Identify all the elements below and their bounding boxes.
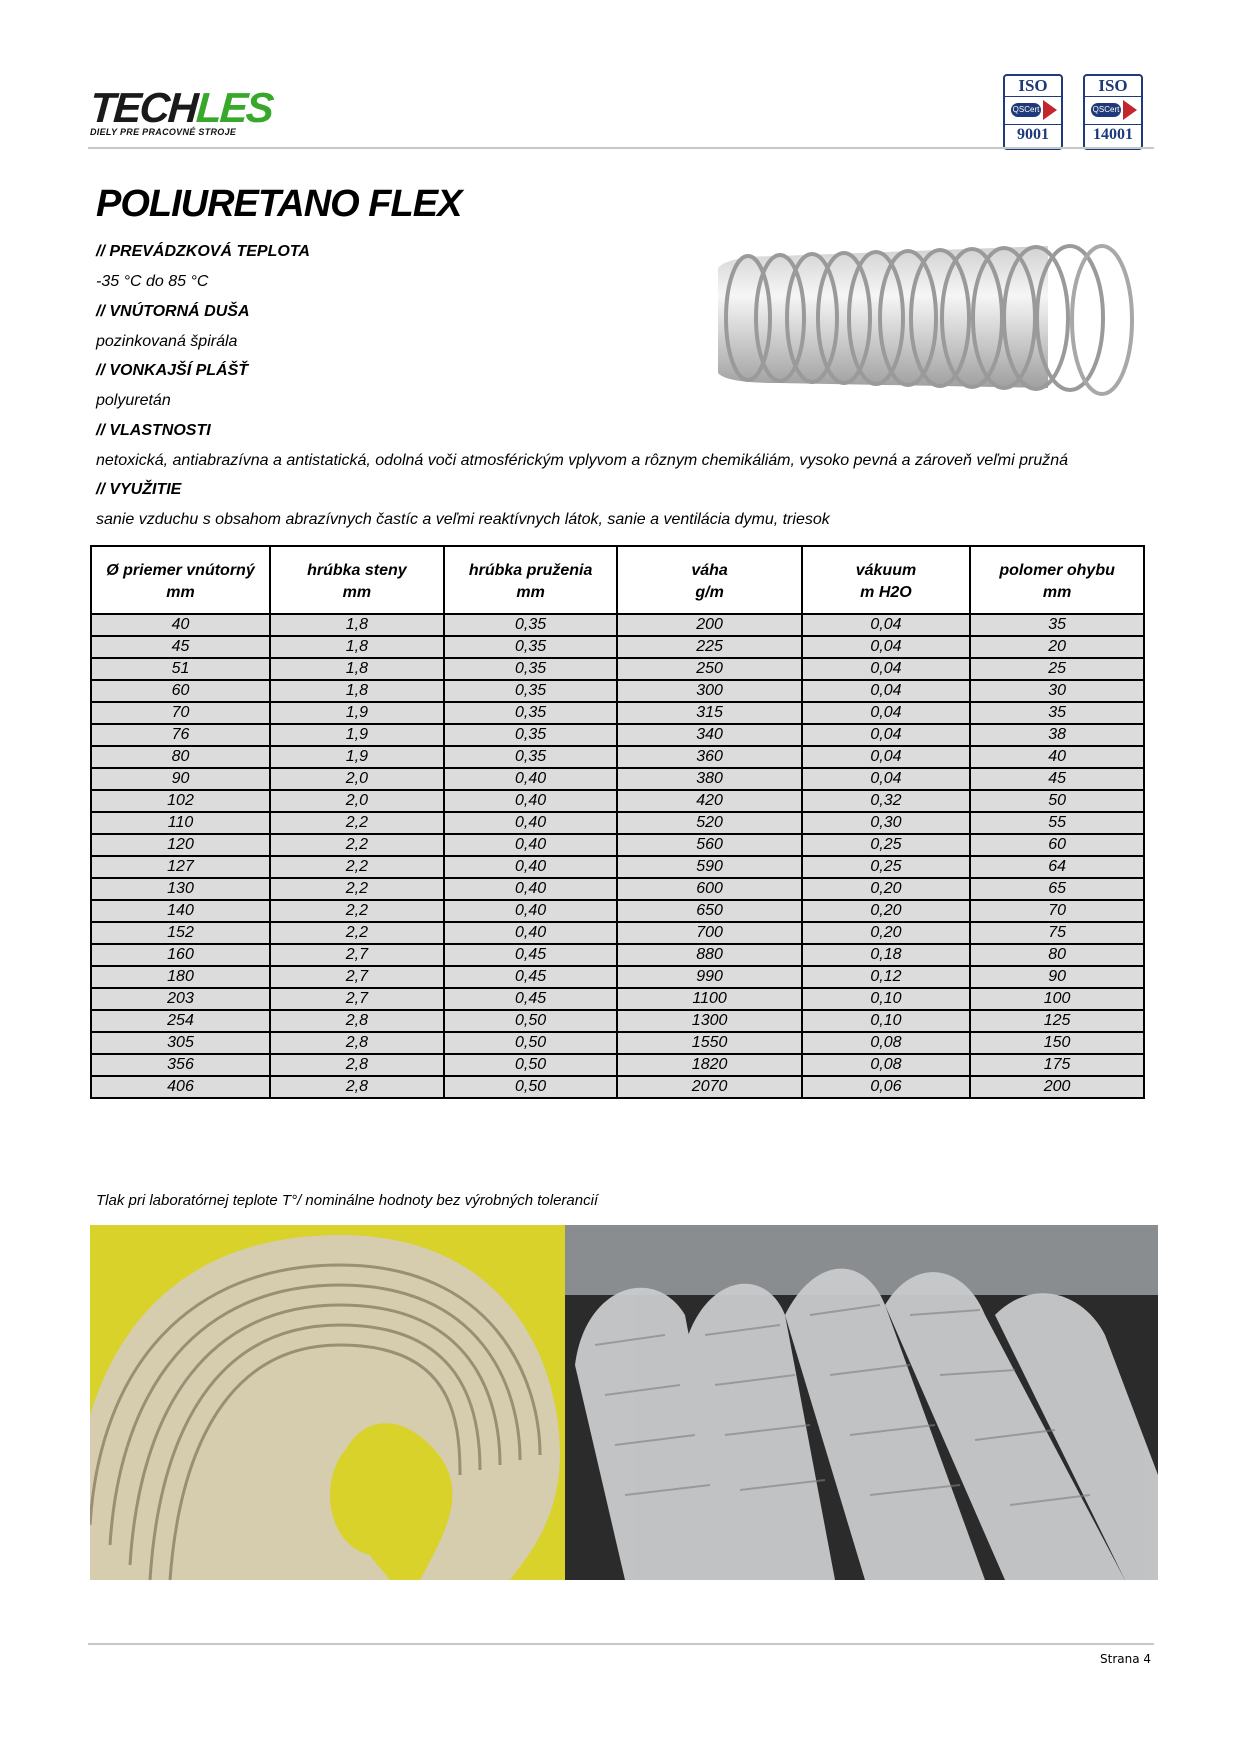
table-cell: 50 <box>970 790 1144 812</box>
table-cell: 175 <box>970 1054 1144 1076</box>
table-row <box>91 702 1144 724</box>
table-cell: 520 <box>617 812 801 834</box>
arrow-icon <box>1043 100 1057 120</box>
table-cell: 250 <box>617 658 801 680</box>
table-cell: 2,2 <box>270 900 444 922</box>
table-row <box>91 724 1144 746</box>
column-header-spring-thickness: hrúbka pruženia mm <box>444 546 618 614</box>
spec-value-usage: sanie vzduchu s obsahom abrazívnych častíc a veľmi reaktívnych látok, sanie a ventilácia dymu, triesok <box>96 511 830 528</box>
table-cell: 0,04 <box>802 680 970 702</box>
table-cell: 1,8 <box>270 680 444 702</box>
table-cell: 40 <box>970 746 1144 768</box>
spec-value-properties: netoxická, antiabrazívna a antistatická, odolná voči atmosférickým vplyvom a rôznym chemikáliám, vysoko pevná a zároveň veľmi pružná <box>96 452 1069 469</box>
table-cell: 0,35 <box>444 680 618 702</box>
table-cell: 0,30 <box>802 812 970 834</box>
table-row <box>91 966 1144 988</box>
table-cell: 560 <box>617 834 801 856</box>
table-cell: 102 <box>91 790 270 812</box>
table-cell: 0,40 <box>444 900 618 922</box>
column-header-weight: váha g/m <box>617 546 801 614</box>
table-cell: 360 <box>617 746 801 768</box>
table-cell: 700 <box>617 922 801 944</box>
table-header-row <box>91 546 1144 614</box>
table-cell: 200 <box>617 614 801 636</box>
spec-heading-properties: // VLASTNOSTI <box>96 422 211 439</box>
table-cell: 45 <box>91 636 270 658</box>
table-cell: 0,20 <box>802 878 970 900</box>
column-header-inner-diameter: Ø priemer vnútorný mm <box>91 546 270 614</box>
page-title: POLIURETANO FLEX <box>96 183 462 225</box>
table-row <box>91 1054 1144 1076</box>
table-row <box>91 922 1144 944</box>
table-cell: 80 <box>91 746 270 768</box>
spec-value-temperature: -35 °C do 85 °C <box>96 273 209 290</box>
table-cell: 100 <box>970 988 1144 1010</box>
table-cell: 0,04 <box>802 658 970 680</box>
table-cell: 2,8 <box>270 1076 444 1098</box>
table-cell: 2,8 <box>270 1010 444 1032</box>
table-cell: 160 <box>91 944 270 966</box>
table-cell: 203 <box>91 988 270 1010</box>
table-cell: 30 <box>970 680 1144 702</box>
table-cell: 2,2 <box>270 856 444 878</box>
table-cell: 20 <box>970 636 1144 658</box>
table-cell: 2,8 <box>270 1032 444 1054</box>
table-cell: 315 <box>617 702 801 724</box>
table-cell: 1,9 <box>270 724 444 746</box>
spec-value-outer-cover: polyuretán <box>96 392 171 409</box>
iso-label: ISO <box>1005 76 1061 97</box>
table-cell: 600 <box>617 878 801 900</box>
table-cell: 1550 <box>617 1032 801 1054</box>
table-cell: 152 <box>91 922 270 944</box>
table-cell: 0,45 <box>444 988 618 1010</box>
table-cell: 0,25 <box>802 856 970 878</box>
hose-product-image <box>718 238 1136 406</box>
table-cell: 0,12 <box>802 966 970 988</box>
table-cell: 0,35 <box>444 702 618 724</box>
table-row <box>91 790 1144 812</box>
table-cell: 110 <box>91 812 270 834</box>
column-header-vacuum: vákuum m H2O <box>802 546 970 614</box>
iso-number: 9001 <box>1005 124 1061 145</box>
footer-divider <box>88 1643 1154 1645</box>
table-row <box>91 768 1144 790</box>
table-cell: 51 <box>91 658 270 680</box>
table-cell: 70 <box>970 900 1144 922</box>
table-cell: 200 <box>970 1076 1144 1098</box>
table-cell: 0,50 <box>444 1010 618 1032</box>
table-cell: 0,35 <box>444 746 618 768</box>
table-row <box>91 746 1144 768</box>
spec-heading-outer-cover: // VONKAJŠÍ PLÁŠŤ <box>96 362 249 379</box>
iso-14001-certificate-badge <box>1083 74 1143 150</box>
table-cell: 0,45 <box>444 966 618 988</box>
table-cell: 0,04 <box>802 702 970 724</box>
table-cell: 180 <box>91 966 270 988</box>
table-cell: 0,50 <box>444 1032 618 1054</box>
table-cell: 0,40 <box>444 922 618 944</box>
table-cell: 0,50 <box>444 1076 618 1098</box>
suction-hoses-installation-photo <box>565 1225 1158 1580</box>
table-cell: 880 <box>617 944 801 966</box>
table-cell: 75 <box>970 922 1144 944</box>
table-cell: 0,40 <box>444 834 618 856</box>
header-divider <box>88 147 1154 149</box>
arrow-icon <box>1123 100 1137 120</box>
table-cell: 650 <box>617 900 801 922</box>
table-cell: 2,7 <box>270 944 444 966</box>
table-row <box>91 878 1144 900</box>
iso-number: 14001 <box>1085 124 1141 145</box>
table-cell: 1,8 <box>270 636 444 658</box>
table-cell: 140 <box>91 900 270 922</box>
table-cell: 38 <box>970 724 1144 746</box>
table-cell: 0,06 <box>802 1076 970 1098</box>
table-cell: 150 <box>970 1032 1144 1054</box>
table-cell: 25 <box>970 658 1144 680</box>
table-row <box>91 834 1144 856</box>
table-cell: 1,8 <box>270 614 444 636</box>
table-row <box>91 680 1144 702</box>
table-cell: 2070 <box>617 1076 801 1098</box>
logo-text-les: LES <box>194 84 274 131</box>
table-cell: 0,04 <box>802 768 970 790</box>
table-cell: 2,8 <box>270 1054 444 1076</box>
table-row <box>91 944 1144 966</box>
table-cell: 125 <box>970 1010 1144 1032</box>
table-cell: 0,45 <box>444 944 618 966</box>
iso-9001-certificate-badge <box>1003 74 1063 150</box>
table-cell: 1,9 <box>270 702 444 724</box>
table-cell: 55 <box>970 812 1144 834</box>
table-row <box>91 988 1144 1010</box>
table-cell: 1820 <box>617 1054 801 1076</box>
table-cell: 60 <box>970 834 1144 856</box>
table-cell: 0,40 <box>444 812 618 834</box>
table-cell: 127 <box>91 856 270 878</box>
table-cell: 120 <box>91 834 270 856</box>
spec-value-inner-core: pozinkovaná špirála <box>96 333 238 350</box>
spec-heading-usage: // VYUŽITIE <box>96 481 182 498</box>
table-cell: 90 <box>91 768 270 790</box>
spec-heading-inner-core: // VNÚTORNÁ DUŠA <box>96 303 250 320</box>
table-cell: 1,9 <box>270 746 444 768</box>
table-cell: 130 <box>91 878 270 900</box>
table-cell: 1,8 <box>270 658 444 680</box>
table-cell: 64 <box>970 856 1144 878</box>
table-cell: 300 <box>617 680 801 702</box>
table-row <box>91 636 1144 658</box>
table-cell: 590 <box>617 856 801 878</box>
table-cell: 60 <box>91 680 270 702</box>
table-cell: 0,10 <box>802 988 970 1010</box>
table-cell: 420 <box>617 790 801 812</box>
table-footnote: Tlak pri laboratórnej teplote T°/ nominálne hodnoty bez výrobných tolerancií <box>96 1192 599 1209</box>
table-cell: 0,18 <box>802 944 970 966</box>
table-cell: 0,35 <box>444 658 618 680</box>
logo-text-tech: TECH <box>88 84 199 131</box>
table-cell: 305 <box>91 1032 270 1054</box>
table-cell: 2,2 <box>270 834 444 856</box>
table-cell: 2,7 <box>270 988 444 1010</box>
table-cell: 0,08 <box>802 1032 970 1054</box>
table-cell: 0,40 <box>444 790 618 812</box>
table-cell: 0,20 <box>802 922 970 944</box>
table-cell: 356 <box>91 1054 270 1076</box>
table-cell: 35 <box>970 614 1144 636</box>
table-cell: 1300 <box>617 1010 801 1032</box>
table-cell: 40 <box>91 614 270 636</box>
table-cell: 0,35 <box>444 724 618 746</box>
table-row <box>91 1032 1144 1054</box>
table-row <box>91 1076 1144 1098</box>
logo-tagline: DIELY PRE PRACOVNÉ STROJE <box>90 127 237 137</box>
table-cell: 0,40 <box>444 768 618 790</box>
table-cell: 70 <box>91 702 270 724</box>
table-cell: 0,04 <box>802 636 970 658</box>
table-row <box>91 658 1144 680</box>
table-cell: 2,2 <box>270 878 444 900</box>
qscert-mark: QSCert <box>1011 103 1041 117</box>
qscert-mark: QSCert <box>1091 103 1121 117</box>
table-row <box>91 812 1144 834</box>
table-cell: 0,50 <box>444 1054 618 1076</box>
table-cell: 0,10 <box>802 1010 970 1032</box>
table-row <box>91 1010 1144 1032</box>
table-cell: 254 <box>91 1010 270 1032</box>
table-cell: 990 <box>617 966 801 988</box>
table-cell: 0,35 <box>444 614 618 636</box>
table-cell: 2,2 <box>270 922 444 944</box>
table-cell: 0,04 <box>802 614 970 636</box>
table-cell: 35 <box>970 702 1144 724</box>
table-cell: 2,7 <box>270 966 444 988</box>
company-logo <box>88 84 274 137</box>
table-row <box>91 856 1144 878</box>
table-cell: 0,40 <box>444 856 618 878</box>
table-cell: 406 <box>91 1076 270 1098</box>
table-cell: 80 <box>970 944 1144 966</box>
spec-heading-temperature: // PREVÁDZKOVÁ TEPLOTA <box>96 243 310 260</box>
table-row <box>91 614 1144 636</box>
table-cell: 2,0 <box>270 768 444 790</box>
table-cell: 340 <box>617 724 801 746</box>
hose-specification-table <box>90 545 1145 1099</box>
table-cell: 2,0 <box>270 790 444 812</box>
table-cell: 45 <box>970 768 1144 790</box>
column-header-wall-thickness: hrúbka steny mm <box>270 546 444 614</box>
table-cell: 0,08 <box>802 1054 970 1076</box>
page-number: Strana 4 <box>1100 1652 1152 1666</box>
table-cell: 0,35 <box>444 636 618 658</box>
table-cell: 0,25 <box>802 834 970 856</box>
table-cell: 1100 <box>617 988 801 1010</box>
iso-label: ISO <box>1085 76 1141 97</box>
table-cell: 0,04 <box>802 724 970 746</box>
table-cell: 0,40 <box>444 878 618 900</box>
table-cell: 76 <box>91 724 270 746</box>
table-row <box>91 900 1144 922</box>
table-cell: 0,32 <box>802 790 970 812</box>
table-cell: 225 <box>617 636 801 658</box>
table-cell: 0,04 <box>802 746 970 768</box>
table-cell: 65 <box>970 878 1144 900</box>
table-cell: 0,20 <box>802 900 970 922</box>
table-cell: 380 <box>617 768 801 790</box>
coiled-hose-photo <box>90 1225 565 1580</box>
table-cell: 2,2 <box>270 812 444 834</box>
table-cell: 90 <box>970 966 1144 988</box>
column-header-bend-radius: polomer ohybu mm <box>970 546 1144 614</box>
